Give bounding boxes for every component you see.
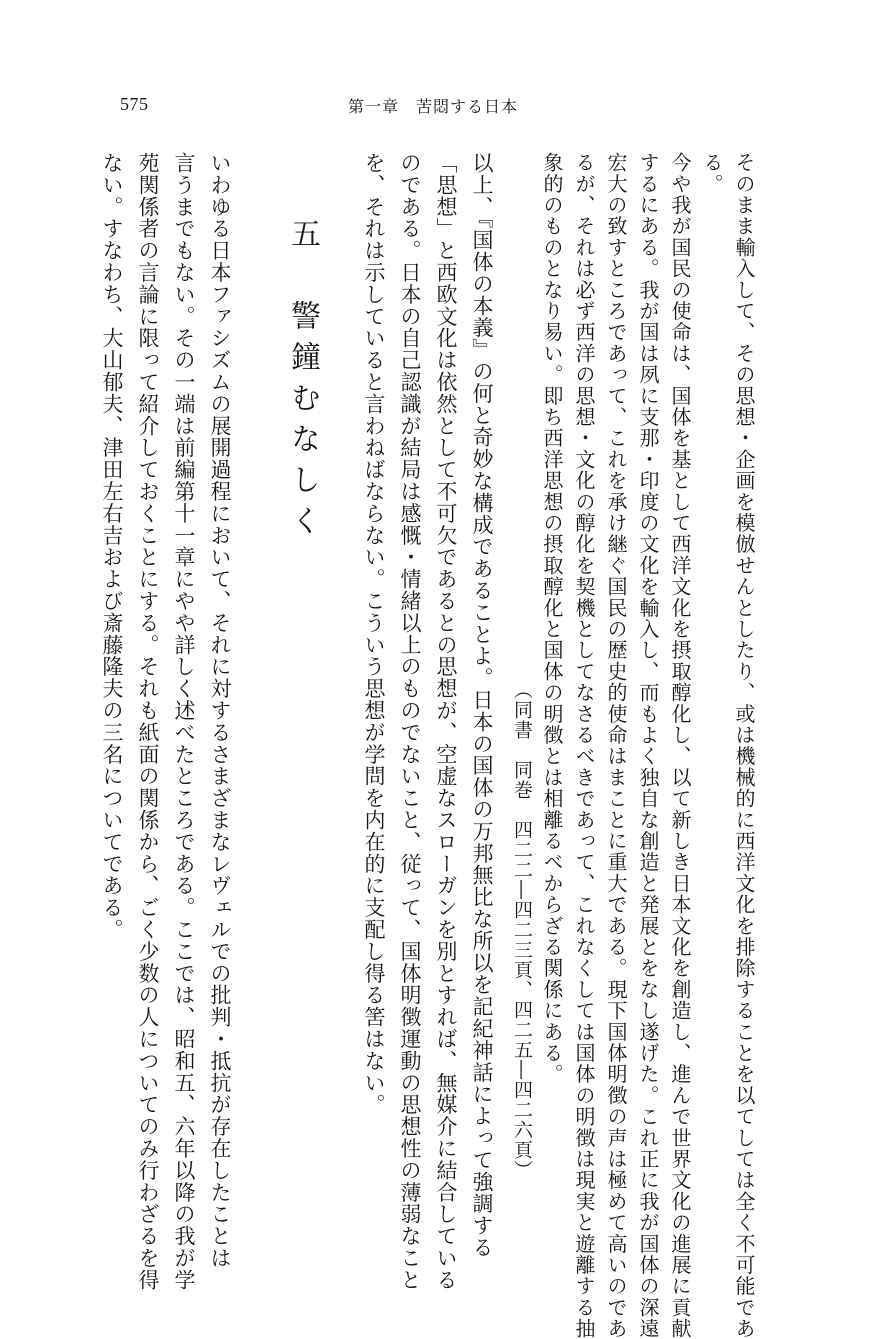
quote-line-2: る。 (700, 152, 724, 195)
page-number: 575 (120, 94, 149, 114)
quote-line-5: 宏大の致すところであって、これを承け継ぐ国民の歴史的使命はまことに重大である。現下国体明徴の声は極めて高いのであ (604, 152, 628, 1339)
body-line-4: ない。すなわち、大山郁夫、津田左右吉および斎藤隆夫の三名についてである。 (100, 152, 124, 941)
quote-source: （同書 同巻 四二二―四二三頁、四二五―四二六頁） (511, 680, 533, 1180)
body-line-3: 苑関係者の言論に限って紹介しておくことにする。それも紙面の関係から、ごく少数の人についてのみ行わざるを得 (136, 152, 160, 1291)
commentary-line-2: 「思想」と西欧文化は依然として不可欠であるとの思想が、空虚なスローガンを別とすれば、無媒介に結合している (434, 152, 458, 1291)
quote-line-4: するにある。我が国は夙に支那・印度の文化を輸入し、而もよく独自な創造と発展とをなし遂げた。これ正に我が国体の深遠 (636, 152, 660, 1339)
quote-line-6: るが、それは必ず西洋の思想・文化の醇化を契機としてなさるべきであって、これなくしては国体の明徴は現実と遊離する抽 (572, 152, 596, 1339)
commentary-line-1: 以上、『国体の本義』の何と奇妙な構成であることよ。日本の国体の万邦無比な所以を記紀神話によって強調する (470, 152, 494, 1259)
quote-line-1: そのまま輸入して、その思想・企画を模倣せんとしたり、或は機械的に西洋文化を排除することを以てしては全く不可能であ (732, 152, 756, 1339)
quote-line-3: 今や我が国民の使命は、国体を基として西洋文化を摂取醇化し、以て新しき日本文化を創造し、進んで世界文化の進展に貢献 (668, 152, 692, 1339)
body-line-2: 言うまでもない。その一端は前編第十一章にやや詳しく述べたところである。ここでは、昭和五、六年以降の我が学 (172, 152, 196, 1291)
body-line-1: いわゆる日本ファシズムの展開過程において、それに対するさまざまなレヴェルでの批判・抵抗が存在したことは (208, 152, 232, 1269)
running-head: 第一章 苦悶する日本 (348, 97, 519, 116)
quote-line-7: 象的のものとなり易い。即ち西洋思想の摂取醇化と国体の明徴とは相離るべからざる関係にある。 (540, 152, 564, 1085)
commentary-line-3: のである。日本の自己認識が結局は感慨・情緒以上のものでないこと、従って、国体明徴運動の思想性の薄弱なこと (398, 152, 422, 1291)
commentary-line-4: を、それは示していると言わねばならない。こういう思想が学問を内在的に支配し得る筈はない。 (362, 152, 386, 1116)
section-heading: 五 警鐘むなしく (285, 218, 320, 546)
